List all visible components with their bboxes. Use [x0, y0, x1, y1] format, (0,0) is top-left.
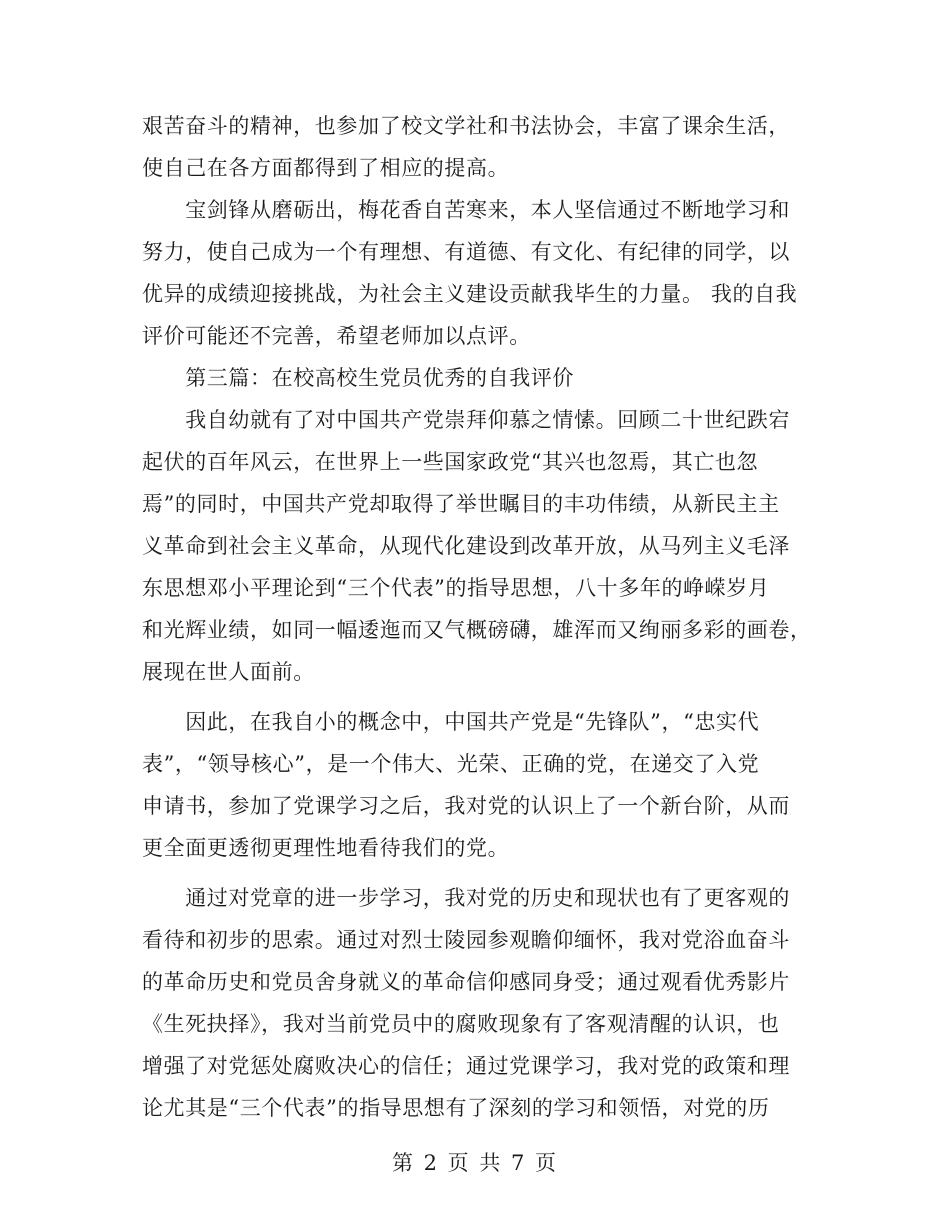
document-body — [142, 105, 814, 1129]
text-line: 申请书，参加了党课学习之后，我对党的认识上了一个新台阶，从而 — [142, 794, 790, 818]
text-line: 起伏的百年风云，在世界上一些国家政党“其兴也忽焉，其亡也忽 — [142, 450, 759, 474]
page-number-footer: 第 2 页 共 7 页 — [391, 1151, 559, 1175]
section-heading: 第三篇：在校高校生党员优秀的自我评价 — [142, 366, 574, 390]
text-line: 焉”的同时，中国共产党却取得了举世瞩目的丰功伟绩，从新民主主 — [142, 492, 780, 516]
text-line: 努力，使自己成为一个有理想、有道德、有文化、有纪律的同学，以 — [142, 240, 790, 264]
text-line: 因此，在我自小的概念中，中国共产党是“先锋队”，“忠实代 — [142, 710, 760, 734]
text-line: 评价可能还不完善，希望老师加以点评。 — [142, 324, 531, 348]
text-line: 使自己在各方面都得到了相应的提高。 — [142, 156, 510, 180]
text-line: 宝剑锋从磨砺出，梅花香自苦寒来，本人坚信通过不断地学习和 — [142, 198, 790, 222]
text-line: 展现在世人面前。 — [142, 660, 315, 684]
text-line: 东思想邓小平理论到“三个代表”的指导思想，八十多年的峥嵘岁月 — [142, 576, 770, 600]
text-line: 我自幼就有了对中国共产党崇拜仰慕之情愫。回顾二十世纪跌宕 — [142, 408, 790, 432]
text-line: 义革命到社会主义革命，从现代化建设到改革开放，从马列主义毛泽 — [142, 534, 790, 558]
text-line: 论尤其是“三个代表”的指导思想有了深刻的学习和领悟，对党的历 — [142, 1096, 770, 1120]
text-line: 的革命历史和党员舍身就义的革命信仰感同身受；通过观看优秀影片 — [142, 970, 790, 994]
paragraph-gap — [142, 869, 814, 877]
text-line: 通过对党章的进一步学习，我对党的历史和现状也有了更客观的 — [142, 886, 790, 910]
text-line: 优异的成绩迎接挑战，为社会主义建设贡献我毕生的力量。 我的自我 — [142, 282, 798, 306]
text-line: 看待和初步的思索。通过对烈士陵园参观瞻仰缅怀，我对党浴血奋斗 — [142, 928, 790, 952]
text-line: 《生死抉择》，我对当前党员中的腐败现象有了客观清醒的认识，也 — [142, 1012, 780, 1036]
text-line: 艰苦奋斗的精神，也参加了校文学社和书法协会，丰富了课余生活， — [142, 114, 790, 138]
text-line: 更全面更透彻更理性地看待我们的党。 — [142, 836, 510, 860]
text-line: 增强了对党惩处腐败决心的信任；通过党课学习，我对党的政策和理 — [142, 1054, 790, 1078]
text-line: 和光辉业绩，如同一幅逶迤而又气概磅礴，雄浑而又绚丽多彩的画卷， — [142, 618, 812, 642]
text-line: 表”，“领导核心”，是一个伟大、光荣、正确的党，在递交了入党 — [142, 752, 760, 776]
paragraph-gap — [142, 693, 814, 701]
